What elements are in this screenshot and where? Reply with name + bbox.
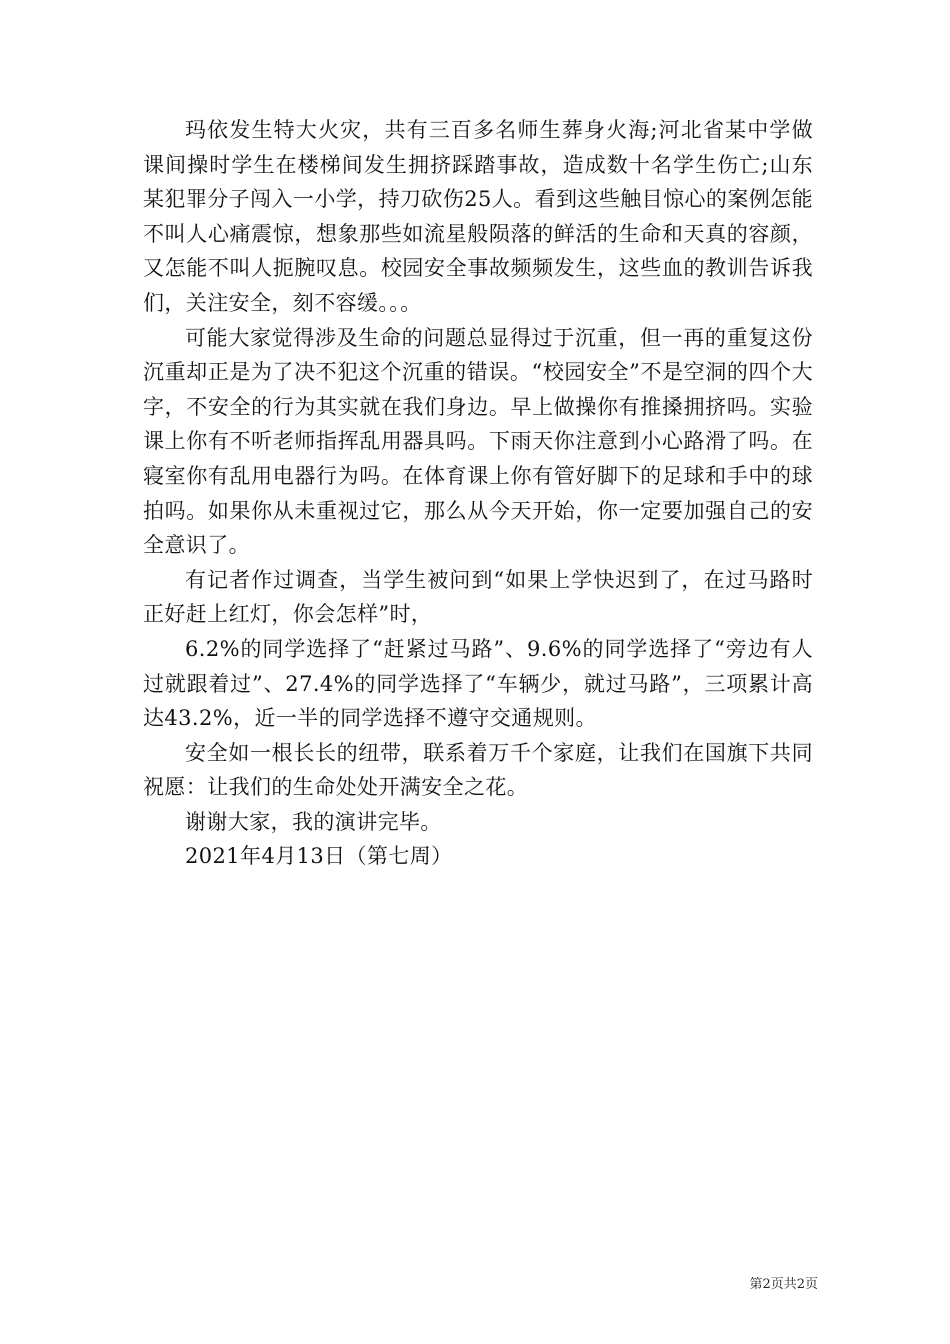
paragraph-date: 2021年4月13日（第七周） [185,844,453,869]
paragraph-campus-accidents: 玛依发生特大火灾，共有三百多名师生葬身火海;河北省某中学做课间操时学生在楼梯间发生拥挤踩踏事故，造成数十名学生伤亡;山东某犯罪分子闯入一小学，持刀砍伤25人。看到这些触目惊心的案例怎能不叫人心痛震惊，想象那些如流星般陨落的鲜活的生命和天真的容颜，又怎能不叫人扼腕叹息。校园安全事故频频发生，这些血的教训告诉我们，关注安全，刻不容缓。。。 [143,118,813,315]
paragraph-survey-question: 有记者作过调查，当学生被问到“如果上学快迟到了，在过马路时正好赶上红灯，你会怎样”时， [143,567,813,627]
paragraph-closing: 谢谢大家，我的演讲完毕。 [185,809,442,834]
paragraph-campus-safety: 可能大家觉得涉及生命的问题总显得过于沉重，但一再的重复这份沉重却正是为了决不犯这个沉重的错误。“校园安全”不是空洞的四个大字，不安全的行为其实就在我们身边。早上做操你有推搡拥挤吗。实验课上你有不听老师指挥乱用器具吗。下雨天你注意到小心路滑了吗。在寝室你有乱用电器行为吗。在体育课上你有管好脚下的足球和手中的球拍吗。如果你从未重视过它，那么从今天开始，你一定要加强自己的安全意识了。 [143,325,813,558]
page-number-footer: 第2页共2页 [749,1277,818,1292]
paragraph-survey-results: 6.2%的同学选择了“赶紧过马路”、9.6%的同学选择了“旁边有人过就跟着过”、27.4%的同学选择了“车辆少，就过马路”，三项累计高达43.2%，近一半的同学选择不遵守交通规则。 [143,636,813,731]
document-body [143,113,813,874]
paragraph-safety-wish: 安全如一根长长的纽带，联系着万千个家庭，让我们在国旗下共同祝愿：让我们的生命处处开满安全之花。 [143,740,813,800]
